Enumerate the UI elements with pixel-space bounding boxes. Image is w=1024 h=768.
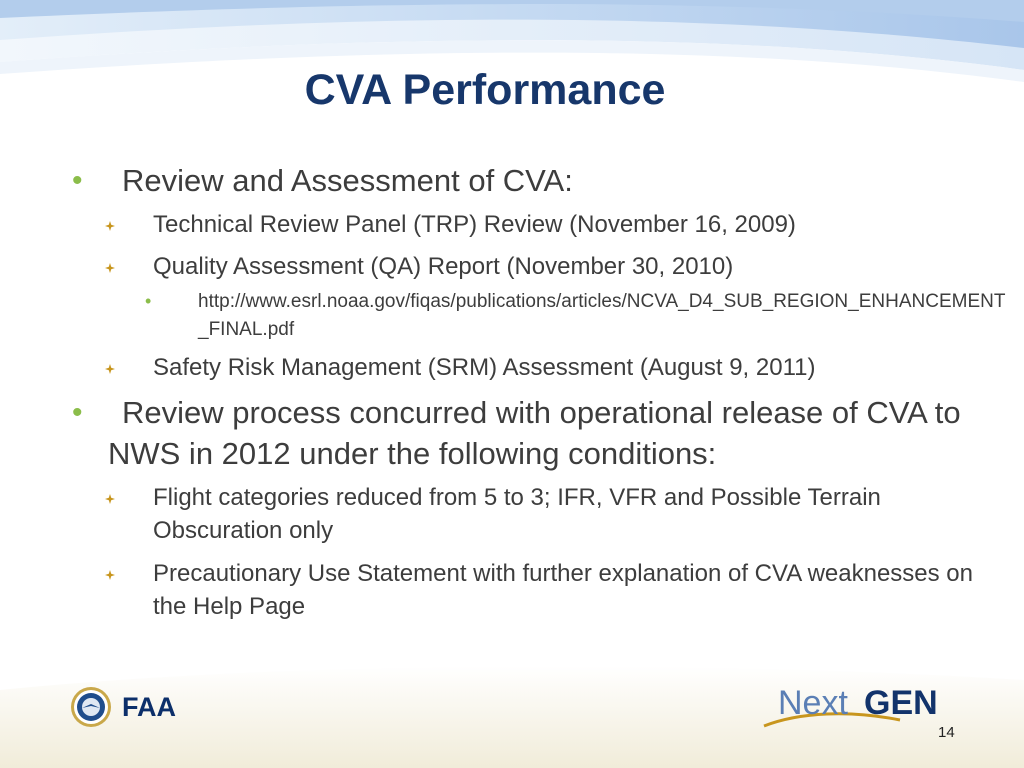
sparkle-star-icon (103, 557, 117, 590)
bullet-level2 (153, 351, 973, 384)
bullet-text: Review and Assessment of CVA: (122, 163, 573, 198)
nextgen-logo (760, 680, 960, 734)
bullet-level2 (153, 557, 973, 623)
url-text[interactable]: http://www.esrl.noaa.gov/fiqas/publications/articles/NCVA_D4_SUB_REGION_ENHANCEMENT_FINAL.pdf (198, 291, 1006, 340)
bullet-level2 (153, 481, 973, 547)
bullet-dot-icon: • (145, 291, 152, 311)
bullet-dot-icon: • (72, 164, 83, 197)
slide-title: CVA Performance (304, 66, 666, 114)
bullet-text: Safety Risk Management (SRM) Assessment (August 9, 2011) (153, 354, 816, 381)
bullet-text: Review process concurred with operational release of CVA to NWS in 2012 under the following conditions: (108, 395, 961, 471)
page-number: 14 (938, 724, 955, 741)
bullet-level1 (72, 160, 1013, 201)
faa-logo-text: FAA (122, 692, 176, 722)
nextgen-gen-text: GEN (864, 684, 938, 722)
bullet-level2 (153, 250, 973, 283)
bullet-level2 (153, 208, 973, 241)
bullet-level3 (145, 288, 1008, 344)
bullet-dot-icon: • (72, 396, 83, 429)
faa-seal-icon (70, 686, 112, 728)
bullet-level1 (72, 392, 1013, 474)
sparkle-star-icon (103, 208, 117, 241)
nextgen-next-text: Next (778, 684, 848, 722)
bullet-text: Technical Review Panel (TRP) Review (November 16, 2009) (153, 211, 796, 238)
bullet-text: Quality Assessment (QA) Report (November 30, 2010) (153, 253, 734, 280)
sparkle-star-icon (103, 481, 117, 514)
bullet-text: Flight categories reduced from 5 to 3; IFR, VFR and Possible Terrain Obscuration only (153, 484, 881, 544)
sparkle-star-icon (103, 250, 117, 283)
sparkle-star-icon (103, 351, 117, 384)
bullet-text: Precautionary Use Statement with further explanation of CVA weaknesses on the Help Page (153, 560, 973, 620)
